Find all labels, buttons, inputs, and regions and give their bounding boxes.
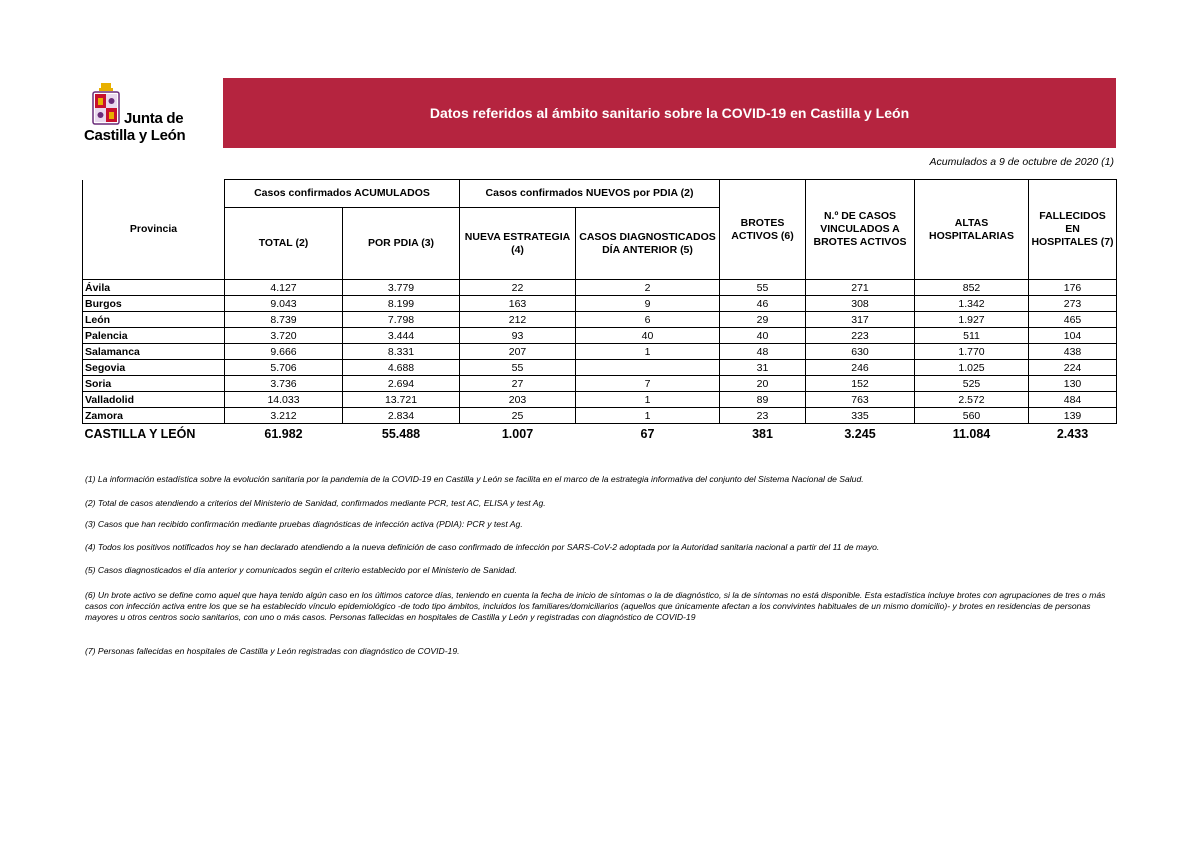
- cell-altas: 1.025: [915, 360, 1029, 376]
- cell-total: 3.212: [225, 408, 343, 424]
- table-row: [83, 296, 1117, 312]
- cell-nueva-estrategia: 93: [460, 328, 576, 344]
- cell-por-pdia: 3.779: [343, 280, 460, 296]
- cell-por-pdia: 13.721: [343, 392, 460, 408]
- cell-provincia: Burgos: [83, 296, 225, 312]
- cell-brotes: 40: [720, 328, 806, 344]
- cell-vinculados: 271: [806, 280, 915, 296]
- table-row: [83, 376, 1117, 392]
- cell-casos-diagnosticados: [576, 360, 720, 376]
- cell-provincia: Zamora: [83, 408, 225, 424]
- cell-altas: 560: [915, 408, 1029, 424]
- footnote-5: (5) Casos diagnosticados el día anterior y comunicados según el criterio establecido por el Ministerio de Sanidad.: [85, 565, 517, 575]
- table-row: [83, 312, 1117, 328]
- title-banner: [223, 78, 1116, 148]
- cell-altas: 525: [915, 376, 1029, 392]
- cell-total: 4.127: [225, 280, 343, 296]
- header-altas: ALTAS HOSPITALARIAS: [915, 180, 1029, 280]
- cell-fallecidos: 465: [1029, 312, 1117, 328]
- cell-total: 5.706: [225, 360, 343, 376]
- cell-provincia: Ávila: [83, 280, 225, 296]
- header-group-acumulados: Casos confirmados ACUMULADOS: [225, 180, 460, 208]
- cell-casos-diagnosticados: 1: [576, 344, 720, 360]
- junta-logo: [84, 83, 204, 145]
- cell-por-pdia: 2.834: [343, 408, 460, 424]
- cell-fallecidos: 273: [1029, 296, 1117, 312]
- cell-fallecidos: 438: [1029, 344, 1117, 360]
- total-fallecidos: 2.433: [1056, 427, 1089, 441]
- cell-vinculados: 152: [806, 376, 915, 392]
- cell-vinculados: 335: [806, 408, 915, 424]
- cell-brotes: 23: [720, 408, 806, 424]
- cell-casos-diagnosticados: 1: [576, 408, 720, 424]
- cell-altas: 1.342: [915, 296, 1029, 312]
- cell-provincia: Valladolid: [83, 392, 225, 408]
- header-brotes: BROTES ACTIVOS (6): [720, 180, 806, 280]
- cell-total: 9.666: [225, 344, 343, 360]
- cell-nueva-estrategia: 203: [460, 392, 576, 408]
- cell-nueva-estrategia: 27: [460, 376, 576, 392]
- cell-por-pdia: 7.798: [343, 312, 460, 328]
- cell-provincia: Salamanca: [83, 344, 225, 360]
- cell-fallecidos: 139: [1029, 408, 1117, 424]
- footnote-2: (2) Total de casos atendiendo a criterios del Ministerio de Sanidad, confirmados mediante PCR, test AC, ELISA y test Ag.: [85, 498, 546, 508]
- logo-line-1: Junta de: [124, 110, 184, 127]
- cell-nueva-estrategia: 22: [460, 280, 576, 296]
- cell-casos-diagnosticados: 2: [576, 280, 720, 296]
- coat-of-arms-icon: [90, 83, 122, 127]
- footnote-6: (6) Un brote activo se define como aquel que haya tenido algún caso en los últimos catorce días, teniendo en cuenta la fecha de inicio de síntomas o la de diagnóstico, si la de síntomas no está disponible. Esta estadística incluye brotes con agrupaciones de tres o más casos con infección activa entre los que se ha establecido vínculo epidemiológico -de todo tipo ámbitos, incluidos los familiares/domiciliarios (aquellos que únicamente afectan a los convivintes habituales de un mismo domicilio)- y brotes en residencias de personas mayores u otros centros socio sanitarios, con uno o más casos. Personas fallecidas en hospitales de Castilla y León y registradas con diagnóstico de COVID-19: [85, 590, 1106, 622]
- header-vinculados: N.º DE CASOS VINCULADOS A BROTES ACTIVOS: [806, 180, 915, 280]
- logo-line-2: Castilla y León: [84, 127, 186, 144]
- table-row: [83, 360, 1117, 376]
- cell-vinculados: 246: [806, 360, 915, 376]
- total-provincia: CASTILLA Y LEÓN: [84, 427, 196, 441]
- header-provincia: Provincia: [83, 180, 225, 280]
- header-fallecidos: FALLECIDOS EN HOSPITALES (7): [1029, 180, 1117, 280]
- cell-provincia: Segovia: [83, 360, 225, 376]
- total-row: [83, 424, 1117, 445]
- cell-casos-diagnosticados: 40: [576, 328, 720, 344]
- cell-vinculados: 308: [806, 296, 915, 312]
- cell-casos-diagnosticados: 6: [576, 312, 720, 328]
- cell-por-pdia: 8.331: [343, 344, 460, 360]
- cell-fallecidos: 104: [1029, 328, 1117, 344]
- cell-casos-diagnosticados: 7: [576, 376, 720, 392]
- table-row: [83, 408, 1117, 424]
- cell-total: 3.720: [225, 328, 343, 344]
- cell-altas: 2.572: [915, 392, 1029, 408]
- page-title: Datos referidos al ámbito sanitario sobre la COVID-19 en Castilla y León: [429, 105, 910, 121]
- footnote-4: (4) Todos los positivos notificados hoy se han declarado atendiendo a la nueva definición de caso confirmado de infección por SARS-CoV-2 adoptada por la Autoridad sanitaria nacional a partir del 11 de mayo.: [85, 542, 880, 552]
- cell-brotes: 55: [720, 280, 806, 296]
- cell-por-pdia: 3.444: [343, 328, 460, 344]
- footnote-7: (7) Personas fallecidas en hospitales de Castilla y León registradas con diagnóstico de COVID-19.: [85, 646, 460, 656]
- cell-brotes: 46: [720, 296, 806, 312]
- footnote-1: (1) La información estadística sobre la evolución sanitaria por la pandemia de la COVID-19 en Castilla y León se facilita en el marco de la estrategia informativa del conjunto del Sistema Nacional de Salud.: [85, 474, 864, 484]
- cell-vinculados: 630: [806, 344, 915, 360]
- cell-fallecidos: 224: [1029, 360, 1117, 376]
- total-total: 61.982: [264, 427, 303, 441]
- cell-brotes: 48: [720, 344, 806, 360]
- covid-data-table: [82, 179, 1117, 444]
- total-por-pdia: 55.488: [381, 427, 421, 441]
- cell-vinculados: 223: [806, 328, 915, 344]
- table-row: [83, 392, 1117, 408]
- cell-brotes: 29: [720, 312, 806, 328]
- cell-nueva-estrategia: 207: [460, 344, 576, 360]
- total-vinculados: 3.245: [844, 427, 876, 441]
- cell-fallecidos: 484: [1029, 392, 1117, 408]
- cell-provincia: León: [83, 312, 225, 328]
- cell-por-pdia: 8.199: [343, 296, 460, 312]
- total-nueva-estrategia: 1.007: [501, 427, 534, 441]
- cell-altas: 852: [915, 280, 1029, 296]
- footnote-3: (3) Casos que han recibido confirmación mediante pruebas diagnósticas de infección activa (PDIA): PCR y test Ag.: [85, 519, 523, 529]
- header-nueva-estrategia: NUEVA ESTRATEGIA (4): [460, 208, 576, 280]
- total-brotes: 381: [752, 427, 773, 441]
- cell-provincia: Soria: [83, 376, 225, 392]
- cell-provincia: Palencia: [83, 328, 225, 344]
- date-note: Acumulados a 9 de octubre de 2020 (1): [929, 156, 1114, 168]
- header-casos-diagnosticados: CASOS DIAGNOSTICADOS DÍA ANTERIOR (5): [576, 208, 720, 280]
- cell-casos-diagnosticados: 9: [576, 296, 720, 312]
- cell-total: 14.033: [225, 392, 343, 408]
- cell-altas: 1.927: [915, 312, 1029, 328]
- cell-total: 8.739: [225, 312, 343, 328]
- cell-por-pdia: 4.688: [343, 360, 460, 376]
- cell-total: 3.736: [225, 376, 343, 392]
- total-casos-diagnosticados: 67: [640, 427, 655, 441]
- cell-vinculados: 763: [806, 392, 915, 408]
- cell-altas: 511: [915, 328, 1029, 344]
- total-altas: 11.084: [952, 427, 991, 441]
- cell-altas: 1.770: [915, 344, 1029, 360]
- table-row: [83, 280, 1117, 296]
- cell-brotes: 89: [720, 392, 806, 408]
- header-group-nuevos: Casos confirmados NUEVOS por PDIA (2): [460, 180, 720, 208]
- header-total: TOTAL (2): [225, 208, 343, 280]
- cell-nueva-estrategia: 163: [460, 296, 576, 312]
- header-por-pdia: POR PDIA (3): [343, 208, 460, 280]
- cell-fallecidos: 130: [1029, 376, 1117, 392]
- table-row: [83, 344, 1117, 360]
- cell-brotes: 20: [720, 376, 806, 392]
- cell-fallecidos: 176: [1029, 280, 1117, 296]
- table-row: [83, 328, 1117, 344]
- cell-nueva-estrategia: 25: [460, 408, 576, 424]
- cell-vinculados: 317: [806, 312, 915, 328]
- cell-por-pdia: 2.694: [343, 376, 460, 392]
- cell-total: 9.043: [225, 296, 343, 312]
- cell-nueva-estrategia: 55: [460, 360, 576, 376]
- cell-casos-diagnosticados: 1: [576, 392, 720, 408]
- cell-brotes: 31: [720, 360, 806, 376]
- cell-nueva-estrategia: 212: [460, 312, 576, 328]
